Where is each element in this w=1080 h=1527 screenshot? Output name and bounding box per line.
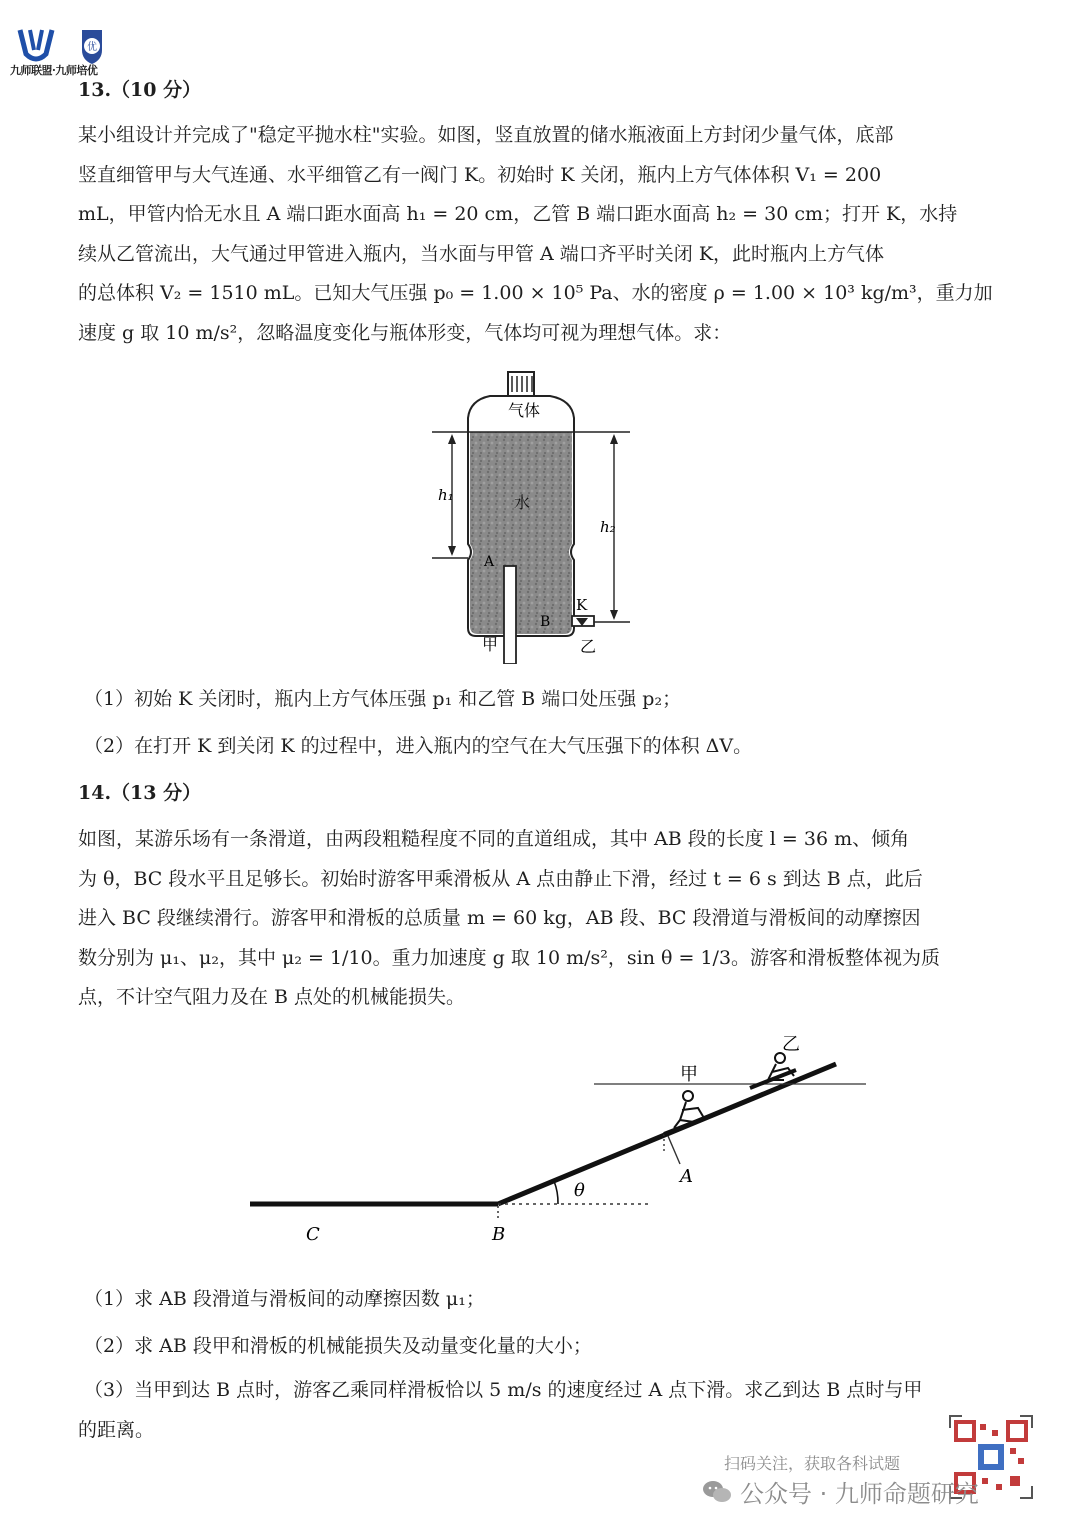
logo-w-mark — [20, 30, 52, 59]
footer-wechat-account — [702, 1474, 979, 1509]
q14-part-3: （3）当甲到达 B 点时，游客乙乘同样滑板恰以 5 m/s 的速度经过 A 点下滑。求乙到达 B 点时与甲 — [84, 1379, 923, 1401]
q13-part-2: （2）在打开 K 到关闭 K 的过程中，进入瓶内的空气在大气压强下的体积 ΔV。 — [84, 735, 753, 757]
question-13-heading: 13.（10 分） — [78, 79, 202, 101]
label-b: B — [492, 1224, 506, 1245]
label-yi: 乙 — [782, 1034, 800, 1055]
q14-part-2: （2）求 AB 段甲和滑板的机械能损失及动量变化量的大小； — [84, 1335, 592, 1357]
question-13-body — [78, 116, 1008, 354]
label-a: A — [484, 554, 495, 570]
footer-wechat-text: 公众号 · 九师命题研究 — [740, 1480, 979, 1508]
q14-part-1: （1）求 AB 段滑道与滑板间的动摩擦因数 μ₁； — [84, 1288, 485, 1310]
question-14-parts — [78, 1276, 1004, 1450]
logo-caption: 九师联盟·九师培优 — [10, 64, 98, 77]
bottle-cap — [508, 372, 534, 396]
q13-line: 某小组设计并完成了"稳定平抛水柱"实验。如图，竖直放置的储水瓶液面上方封闭少量气体，底部 — [78, 124, 894, 146]
q14-line: 点，不计空气阻力及在 B 点处的机械能损失。 — [78, 986, 466, 1009]
q14-part-3-cont: 的距离。 — [78, 1419, 155, 1441]
label-a: A — [680, 1166, 693, 1187]
label-theta: θ — [574, 1180, 585, 1201]
water-bottle-figure — [430, 366, 650, 664]
question-14-heading: 14.（13 分） — [78, 782, 202, 804]
a-pointer — [668, 1136, 680, 1164]
label-water: 水 — [514, 493, 531, 512]
slide-figure — [240, 1030, 880, 1250]
svg-text:优: 优 — [87, 42, 97, 53]
footer-scan-hint: 扫码关注，获取各科试题 — [724, 1454, 901, 1473]
q13-line: 续从乙管流出，大气通过甲管进入瓶内，当水面与甲管 A 端口齐平时关闭 K，此时瓶内上方气体 — [78, 242, 885, 265]
q13-part-1: （1）初始 K 关闭时，瓶内上方气体压强 p₁ 和乙管 B 端口处压强 p₂； — [84, 688, 682, 710]
question-13-parts — [84, 676, 1004, 770]
label-gas: 气体 — [508, 401, 541, 420]
label-h2: h₂ — [600, 518, 616, 536]
q14-line: 如图，某游乐场有一条滑道，由两段粗糙程度不同的直道组成，其中 AB 段的长度 l = 36 m、倾角 — [78, 828, 910, 850]
q14-line: 进入 BC 段继续滑行。游客甲和滑板的总质量 m = 60 kg，AB 段、BC 段滑道与滑板间的动摩擦因 — [78, 907, 921, 930]
q13-line: 竖直细管甲与大气连通、水平细管乙有一阀门 K。初始时 K 关闭，瓶内上方气体体积 V₁ = 200 — [78, 163, 882, 186]
q13-line: 速度 g 取 10 m/s²，忽略温度变化与瓶体形变，气体均可视为理想气体。求： — [78, 321, 732, 344]
logo-shield-mark — [82, 30, 102, 64]
label-b: B — [540, 614, 551, 630]
label-yi: 乙 — [580, 637, 597, 656]
tube-yi — [572, 616, 594, 626]
water-fill — [470, 432, 572, 634]
q14-line: 为 θ，BC 段水平且足够长。初始时游客甲乘滑板从 A 点由静止下滑，经过 t = 6 s 到达 B 点，此后 — [78, 867, 923, 890]
q13-line: mL，甲管内恰无水且 A 端口距水面高 h₁ = 20 cm，乙管 B 端口距水面高 h₂ = 30 cm；打开 K，水持 — [78, 203, 958, 226]
label-k: K — [576, 596, 588, 614]
q13-line: 的总体积 V₂ = 1510 mL。已知大气压强 p₀ = 1.00 × 10⁵ Pa、水的密度 ρ = 1.00 × 10³ kg/m³，重力加 — [78, 282, 993, 305]
label-h1: h₁ — [438, 486, 454, 504]
q14-line: 数分别为 μ₁、μ₂，其中 μ₂ = 1/10。重力加速度 g 取 10 m/s²，sin θ = 1/3。游客和滑板整体视为质 — [78, 946, 941, 969]
label-c: C — [306, 1224, 320, 1245]
label-jia: 甲 — [680, 1064, 698, 1085]
question-14-body — [78, 820, 1008, 1018]
wechat-icon — [702, 1479, 732, 1505]
angle-arc — [554, 1181, 558, 1204]
label-jia: 甲 — [482, 635, 499, 654]
tube-jia — [504, 566, 516, 664]
